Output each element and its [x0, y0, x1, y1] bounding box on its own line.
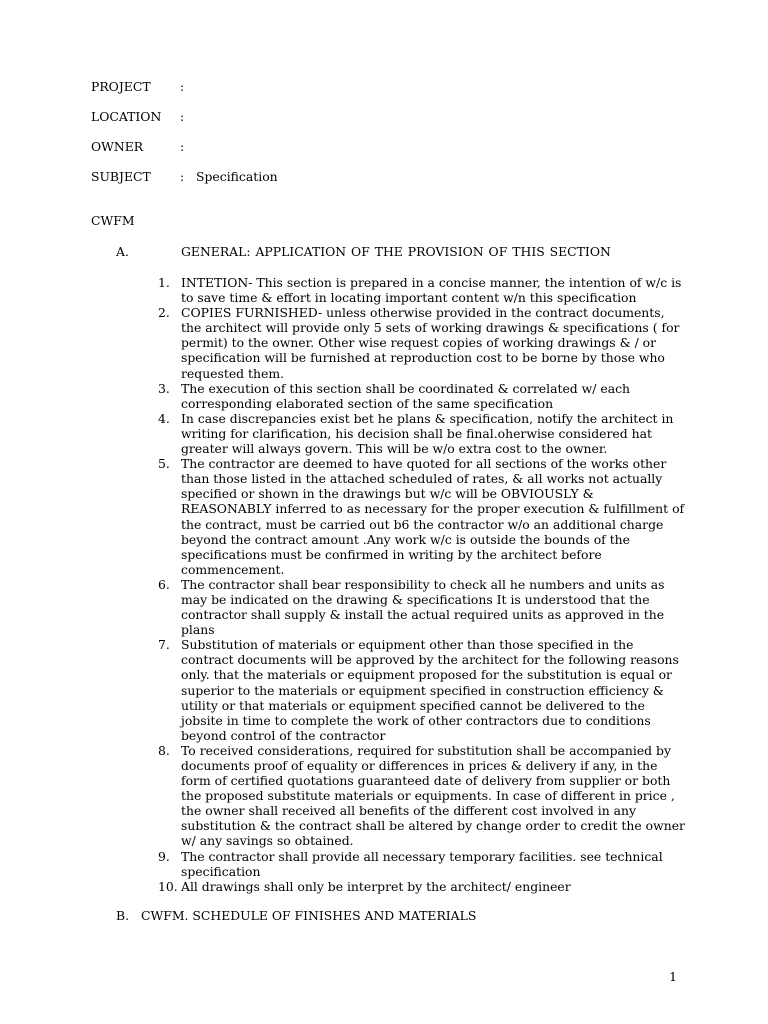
header-label: SUBJECT: [91, 169, 151, 184]
section-a-letter: A.: [116, 244, 129, 259]
item-text: INTETION- This section is prepared in a concise manner, the intention of w/c is to save time & effort in locating important content w/n this specification: [181, 275, 682, 306]
list-item: [158, 411, 688, 456]
item-number: 9.: [158, 848, 170, 864]
section-b-title: CWFM. SCHEDULE OF FINISHES AND MATERIALS: [141, 908, 477, 923]
item-text: All drawings shall only be interpret by the architect/ engineer: [181, 878, 571, 894]
header-value: Specification: [196, 169, 278, 184]
list-item: [158, 743, 688, 849]
section-b-heading: [116, 908, 476, 924]
list-item: [158, 637, 688, 743]
section-b-letter: B.: [116, 908, 130, 923]
header-label: LOCATION: [91, 109, 162, 124]
header-colon: :: [180, 139, 185, 154]
list-item: [158, 879, 688, 894]
item-text: In case discrepancies exist bet he plans & specification, notify the architect in writing for clarification, his decision shall be final.oherwise considered hat greater will always govern. This will be w/o extra cost to the owner.: [181, 410, 674, 457]
item-number: 1.: [158, 275, 170, 290]
header-colon: :: [180, 169, 185, 184]
item-text: The contractor shall bear responsibility to check all he numbers and units as may be indicated on the drawing & specifications It is understood that the contractor shall supply & install the actual required units as approved in the plans: [181, 576, 665, 638]
header-label: OWNER: [91, 139, 144, 154]
page-number: 1: [669, 969, 677, 984]
item-text: The contractor are deemed to have quoted for all sections of the works other than those listed in the attached scheduled of rates, & all works not actually specified or shown in the drawings but w/c will be OBVIOUSLY & REASONABLY inferred to as necessary for the proper execution & fulfillment of the contract, must be carried out b6 the contractor w/o an additional charge beyond the contract amount .Any work w/c is outside the bounds of the specifications must be confirmed in writing by the architect before commencement.: [181, 456, 685, 577]
general-provisions-list: [158, 275, 688, 894]
list-item: [158, 275, 688, 305]
section-a-title: GENERAL: APPLICATION OF THE PROVISION OF THIS SECTION: [181, 244, 611, 259]
item-text: The execution of this section shall be coordinated & correlated w/ each corresponding elaborated section of the same specification: [181, 380, 631, 411]
item-number: 4.: [158, 410, 170, 426]
list-item: [158, 849, 688, 879]
list-item: [158, 381, 688, 411]
item-number: 3.: [158, 380, 170, 396]
header-colon: :: [180, 79, 185, 94]
item-text: Substitution of materials or equipment other than those specified in the contract documents will be approved by the architect for the following reasons only. that the materials or equipment proposed for the substitution is equal or superior to the materials or equipment specified in construction efficiency & utility or that materials or equipment specified cannot be delivered to the jobsite in time to complete the work of other contractors due to conditions beyond control of the contractor: [181, 637, 679, 743]
header-colon: :: [180, 109, 185, 124]
item-number: 6.: [158, 576, 170, 592]
item-text: To received considerations, required for substitution shall be accompanied by documents proof of equality or differences in prices & delivery if any, in the form of certified quotations guaranteed date of delivery from supplier or both the proposed substitute materials or equipments. In case of different in price , the owner shall received all benefits of the different cost involved in any substitution & the contract shall be altered by change order to credit the owner w/ any savings so obtained.: [181, 742, 685, 849]
header-label: PROJECT: [91, 79, 151, 94]
item-text: The contractor shall provide all necessary temporary facilities. see technical specification: [181, 848, 663, 879]
list-item: [158, 577, 688, 637]
list-item: [158, 305, 688, 380]
item-text: COPIES FURNISHED- unless otherwise provided in the contract documents, the architect will provide only 5 sets of working drawings & specifications ( for permit) to the owner. Other wise request copies of working drawings & / or specification will be furnished at reproduction cost to be borne by those who requested them.: [181, 305, 680, 381]
item-number: 2.: [158, 305, 170, 321]
list-item: [158, 456, 688, 577]
item-number: 10.: [158, 878, 178, 894]
item-number: 7.: [158, 637, 170, 653]
item-number: 5.: [158, 456, 170, 472]
item-number: 8.: [158, 742, 170, 758]
document-title: CWFM: [91, 213, 135, 228]
